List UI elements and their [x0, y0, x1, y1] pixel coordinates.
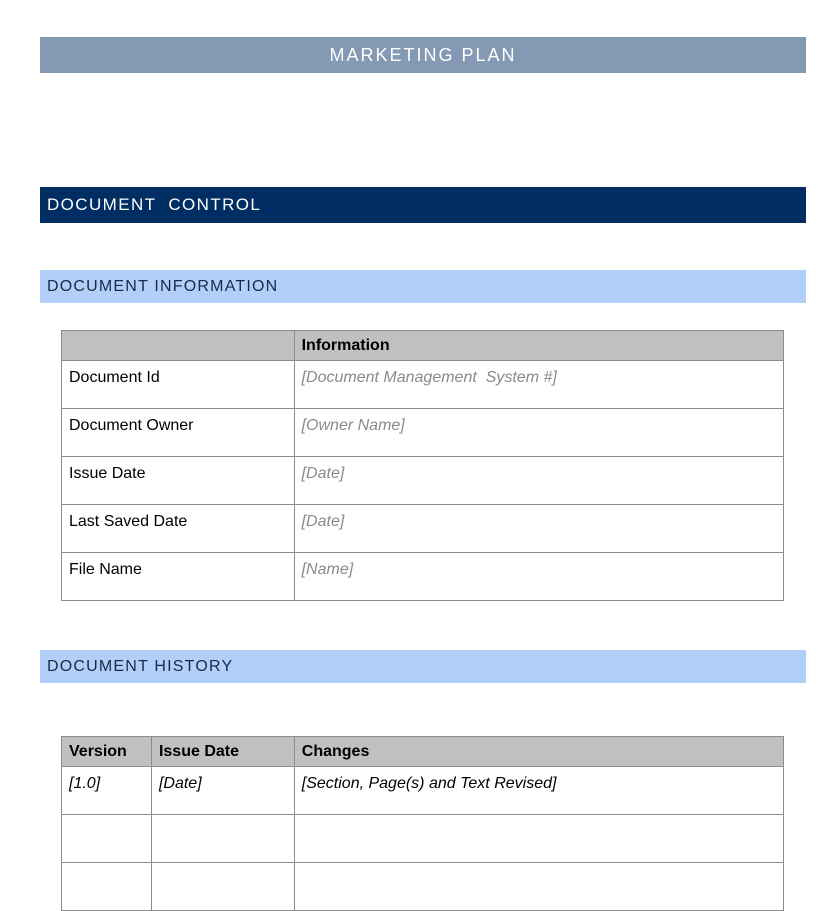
issue-date-cell[interactable]: [151, 815, 294, 863]
document-title-bar: [40, 37, 806, 73]
table-header-changes: Changes: [294, 737, 783, 767]
table-row: [62, 553, 784, 601]
version-cell[interactable]: [62, 863, 152, 911]
document-history-heading: DOCUMENT HISTORY: [47, 657, 234, 675]
table-row: [62, 815, 784, 863]
row-value[interactable]: [Document Management System #]: [294, 361, 783, 409]
document-title: MARKETING PLAN: [329, 44, 517, 65]
changes-cell[interactable]: [Section, Page(s) and Text Revised]: [294, 767, 783, 815]
row-value[interactable]: [Date]: [294, 457, 783, 505]
document-information-table: [61, 330, 784, 601]
table-row: [62, 457, 784, 505]
table-header-version: Version: [62, 737, 152, 767]
document-information-heading: DOCUMENT INFORMATION: [47, 277, 279, 295]
version-cell[interactable]: [62, 815, 152, 863]
row-value[interactable]: [Owner Name]: [294, 409, 783, 457]
row-value[interactable]: [Date]: [294, 505, 783, 553]
document-control-heading: DOCUMENT CONTROL: [47, 195, 262, 214]
table-row: [62, 767, 784, 815]
row-value[interactable]: [Name]: [294, 553, 783, 601]
table-row: [62, 409, 784, 457]
version-cell[interactable]: [1.0]: [62, 767, 152, 815]
row-label: Issue Date: [62, 457, 295, 505]
table-row: [62, 361, 784, 409]
row-label: Document Id: [62, 361, 295, 409]
changes-cell[interactable]: [294, 863, 783, 911]
changes-cell[interactable]: [294, 815, 783, 863]
row-label: Last Saved Date: [62, 505, 295, 553]
issue-date-cell[interactable]: [Date]: [151, 767, 294, 815]
row-label: Document Owner: [62, 409, 295, 457]
row-label: File Name: [62, 553, 295, 601]
issue-date-cell[interactable]: [151, 863, 294, 911]
document-history-heading-bar: [40, 650, 806, 683]
document-history-table: [61, 736, 784, 911]
document-control-heading-bar: [40, 187, 806, 223]
table-header-empty: [62, 331, 295, 361]
document-information-heading-bar: [40, 270, 806, 303]
table-header-row: [62, 737, 784, 767]
table-header-row: [62, 331, 784, 361]
table-header-information: Information: [294, 331, 783, 361]
table-row: [62, 863, 784, 911]
table-row: [62, 505, 784, 553]
table-header-issue-date: Issue Date: [151, 737, 294, 767]
